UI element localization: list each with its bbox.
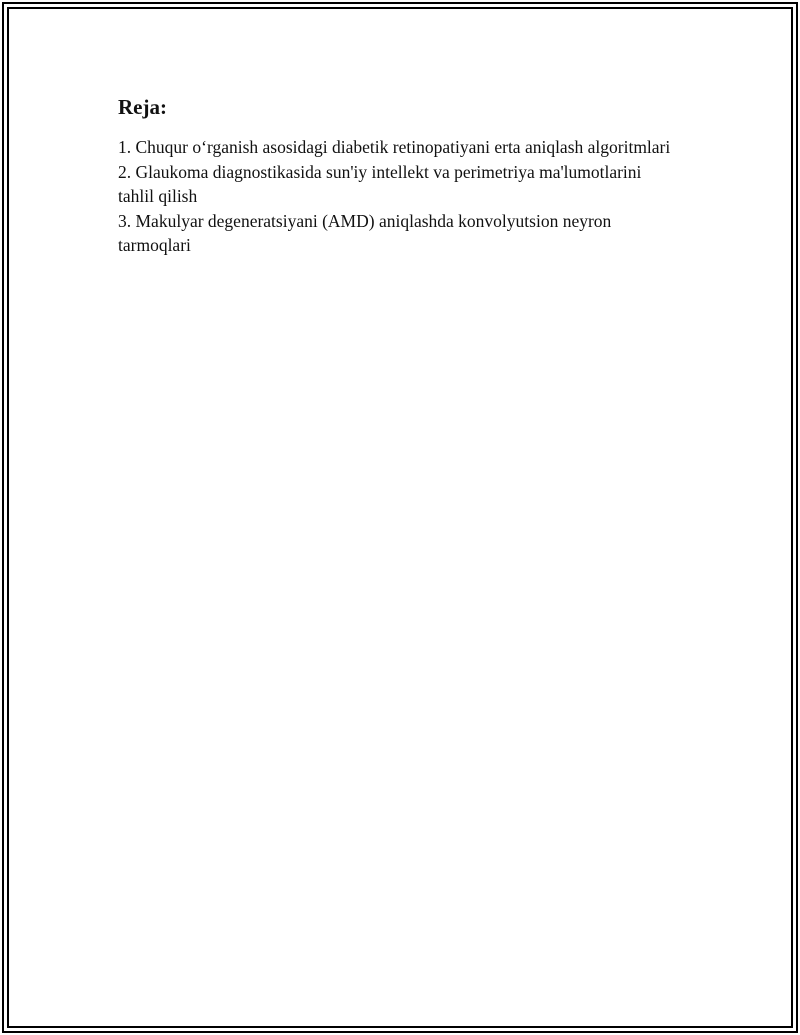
page-content [118,94,678,258]
plan-list [118,135,678,258]
plan-item: 1. Chuqur o‘rganish asosidagi diabetik retinopatiyani erta aniqlash algoritmlari [118,137,671,157]
plan-item: 3. Makulyar degeneratsiyani (AMD) aniqlashda konvolyutsion neyron tarmoqlari [118,210,612,255]
plan-item: 2. Glaukoma diagnostikasida sun'iy intellekt va perimetriya ma'lumotlarini tahlil qilish [118,161,642,206]
plan-heading: Reja: [118,95,167,119]
